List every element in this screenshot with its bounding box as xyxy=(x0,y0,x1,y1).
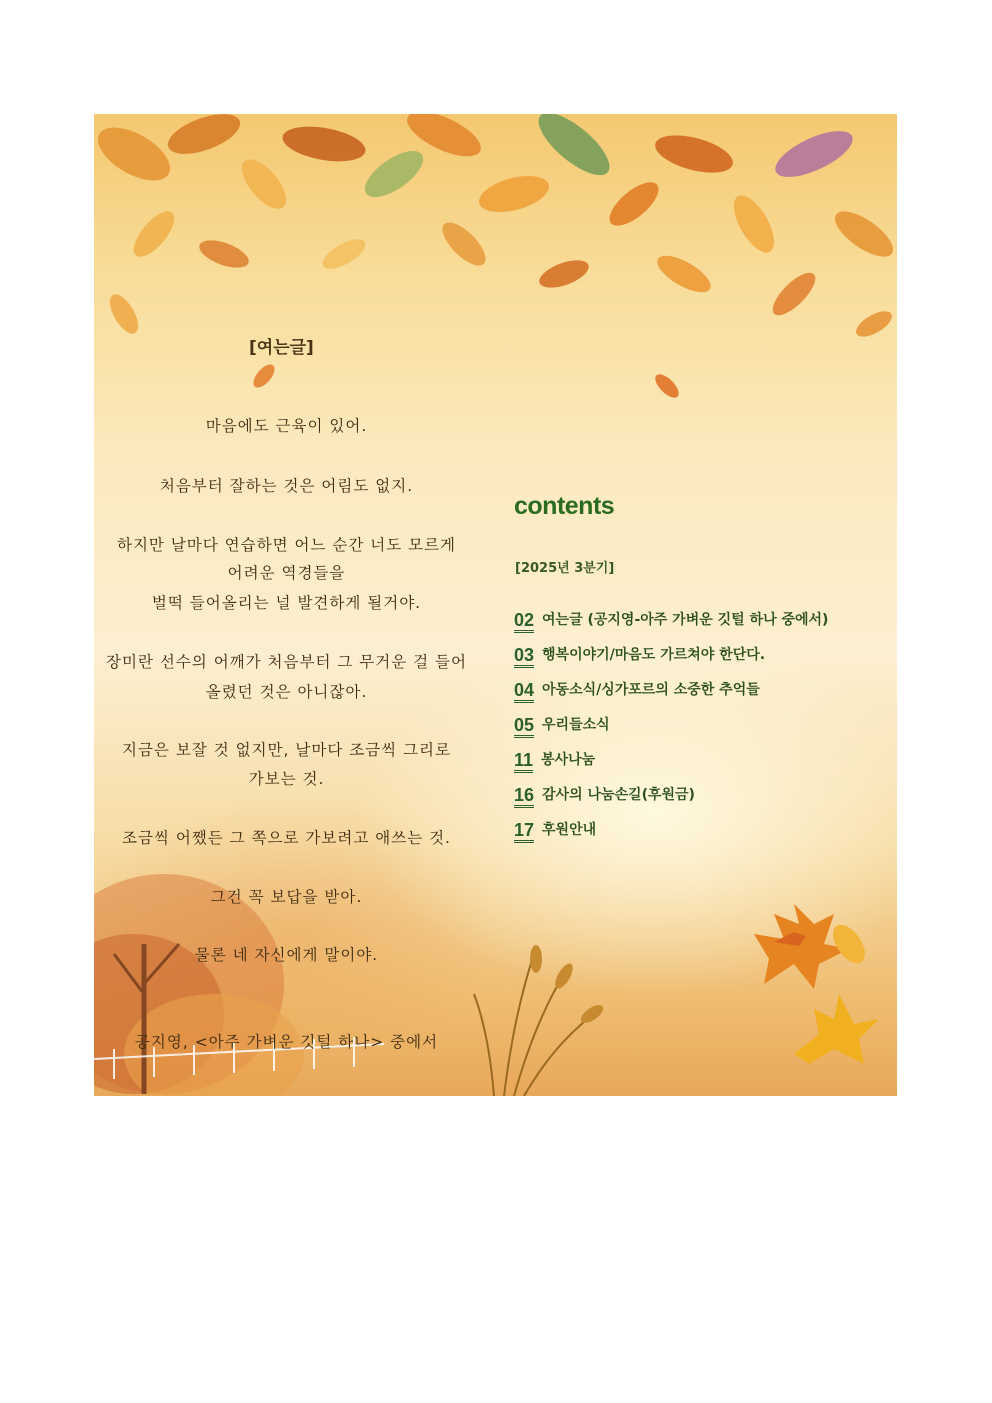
toc-label: 아동소식/싱가포르의 소중한 추억들 xyxy=(542,682,760,698)
toc-page-number: 03 xyxy=(514,645,534,668)
autumn-tree xyxy=(94,874,304,1096)
leaf-canopy xyxy=(94,114,897,402)
toc-label: 행복이야기/마음도 가르쳐야 한단다. xyxy=(542,647,766,663)
autumn-page xyxy=(94,114,897,1096)
contents-title: contents xyxy=(514,492,615,520)
toc-label: 우리들소식 xyxy=(542,717,610,733)
toc-item[interactable] xyxy=(514,819,596,843)
issue-quarter: [2025년 3분기] xyxy=(515,561,615,576)
poem-line: 올렸던 것은 아니잖아. xyxy=(205,683,368,701)
poem-line: 지금은 보잘 것 없지만, 날마다 조금씩 그리로 xyxy=(121,741,451,759)
toc-item[interactable] xyxy=(514,679,760,703)
poem-line: 처음부터 잘하는 것은 어림도 없지. xyxy=(159,477,414,495)
poem-line: 마음에도 근육이 있어. xyxy=(205,417,368,435)
poem-line: 그건 꼭 보답을 받아. xyxy=(210,888,363,906)
toc-label: 후원안내 xyxy=(542,822,597,838)
toc-item[interactable] xyxy=(514,609,828,633)
toc-page-number: 02 xyxy=(514,610,534,633)
poem-line: 조금씩 어쨌든 그 쪽으로 가보려고 애쓰는 것. xyxy=(121,829,451,847)
toc-page-number: 04 xyxy=(514,680,534,703)
toc-page-number: 17 xyxy=(514,820,534,843)
toc-item[interactable] xyxy=(514,714,610,738)
toc-page-number: 05 xyxy=(514,715,534,738)
poem-line: 장미란 선수의 어깨가 처음부터 그 무거운 걸 들어 xyxy=(106,653,467,671)
poem-line: 하지만 날마다 연습하면 어느 순간 너도 모르게 xyxy=(116,536,457,554)
poem-line: 어려운 역경들을 xyxy=(227,564,346,582)
toc-label: 여는글 (공지영-아주 가벼운 깃털 하나 중에서) xyxy=(542,612,829,628)
poem-source: 공지영, <아주 가벼운 깃털 하나> 중에서 xyxy=(134,1033,439,1051)
wheat-grass xyxy=(474,945,606,1096)
toc-item[interactable] xyxy=(514,749,595,773)
poem-line: 가보는 것. xyxy=(248,770,325,788)
toc-page-number: 16 xyxy=(514,785,534,808)
falling-maple-leaves xyxy=(754,904,879,1064)
toc-item[interactable] xyxy=(514,784,695,808)
poem-line: 벌떡 들어올리는 널 발견하게 될거야. xyxy=(151,594,422,612)
toc-label: 봉사나눔 xyxy=(541,752,596,768)
toc-page-number: 11 xyxy=(514,750,533,773)
poem-line: 물론 네 자신에게 말이야. xyxy=(194,946,379,964)
toc-label: 감사의 나눔손길(후원금) xyxy=(542,787,695,803)
toc-item[interactable] xyxy=(514,644,765,668)
intro-title: [여는글] xyxy=(249,338,314,358)
